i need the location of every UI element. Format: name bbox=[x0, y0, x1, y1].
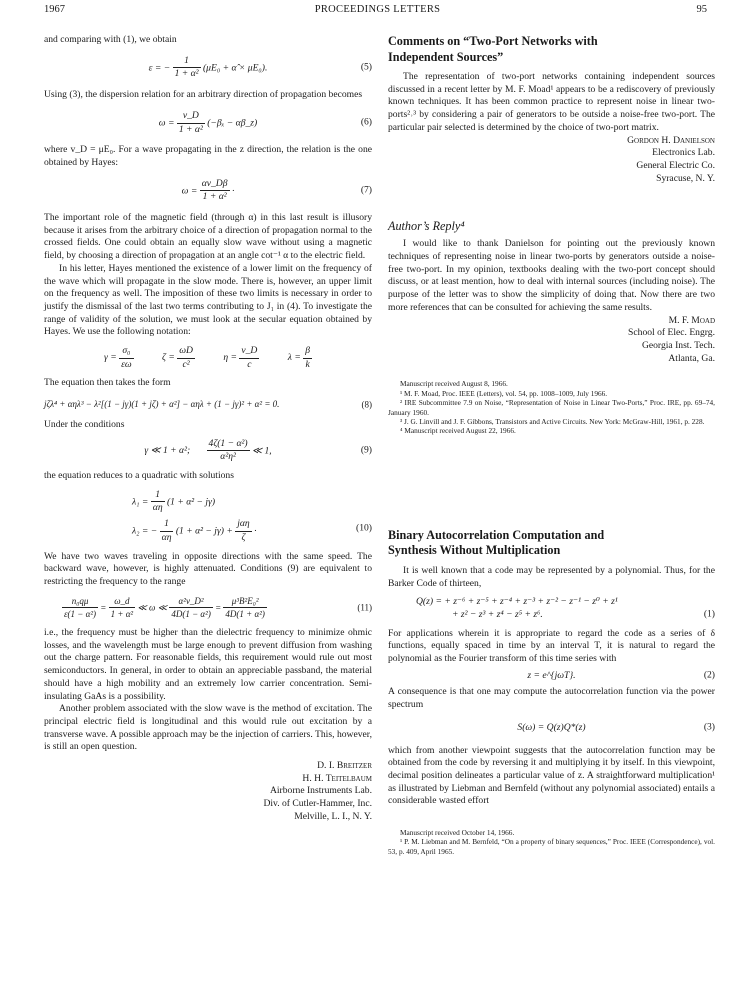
paragraph: The equation then takes the form bbox=[44, 377, 171, 389]
paragraph: In his letter, Hayes mentioned the existence of a lower limit on the frequency of the wave which will propagate in the slow mode. There is, however, an upper limit on the frequency as well. The imposition of these two limits is necessary in order to justify the dismissal of the last two terms contributing to J₁ in (4). To investigate the range of validity of the solution, we must look at the secular equation obtained by Hayes. We use the following notation: bbox=[44, 262, 372, 338]
equation-label: (6) bbox=[360, 116, 372, 128]
footnotes bbox=[388, 379, 715, 435]
paragraph: The representation of two-port networks containing independent sources discussed in a recent letter by M. F. Moad¹ appears to be a rediscovery of previously known techniques. It has been common practice to represent noise in linear two-ports²˒³ by considering a pair of generators to be outside a noise-free two-port. The particular pair selected is determined by the choice of two-port matrix. bbox=[388, 71, 715, 133]
footnote: Manuscript received August 8, 1966. bbox=[400, 379, 508, 389]
equation-label: (2) bbox=[703, 669, 715, 681]
paragraph: which from another viewpoint suggests that the autocorrelation function may be obtained from the code by reversing it and multiplying it by itself. In this viewpoint, decimal position delineates a particular value of z. A straightforward multiplication¹ as illustrated by Liebman and Bernfeld (without any polynomial associated) entails a considerable wasted effort bbox=[388, 744, 715, 807]
footnote: ² IRE Subcommittee 7.9 on Noise, “Representation of Noise in Linear Two-Ports,” Proc. IRE, pp. 69–74, January 1960. bbox=[388, 398, 715, 417]
affiliation: Airborne Instruments Lab. bbox=[269, 785, 372, 797]
affiliation: Melville, L. I., N. Y. bbox=[294, 810, 372, 822]
header-year: 1967 bbox=[44, 4, 65, 15]
author-name: M. F. Moad bbox=[668, 314, 715, 326]
footnote: ¹ P. M. Liebman and M. Bernfeld, “On a property of binary sequences,” Proc. IEEE (Correspondence), vol. 53, p. 409, April 1965. bbox=[388, 837, 715, 856]
paragraph: and comparing with (1), we obtain bbox=[44, 34, 177, 45]
equation-label: (8) bbox=[361, 399, 372, 410]
paragraph: It is well known that a code may be represented by a polynomial. Thus, for the Barker Code of thirteen, bbox=[388, 564, 715, 589]
equation-label: (3) bbox=[703, 721, 715, 733]
equation-label: (10) bbox=[356, 522, 372, 534]
equation-1: Q(z) = + z⁻⁶ + z⁻⁵ + z⁻⁴ + z⁻³ + z⁻² − z⁻¹ − z⁰ + z¹ + z² − z³ + z⁴ − z⁵ + z⁶. (1) bbox=[416, 596, 715, 620]
reply-title: Author’s Reply⁴ bbox=[388, 219, 465, 234]
affiliation: Atlanta, Ga. bbox=[668, 352, 715, 364]
equation-label: (1) bbox=[703, 608, 715, 620]
equation-label: (5) bbox=[360, 61, 372, 73]
author-signature bbox=[44, 760, 372, 824]
affiliation: School of Elec. Engrg. bbox=[628, 327, 715, 339]
paragraph: Under the conditions bbox=[44, 418, 125, 430]
footnote: ¹ M. F. Moad, Proc. IEEE (Letters), vol. 54, pp. 1008–1009, July 1966. bbox=[400, 388, 608, 398]
letter-title: Binary Autocorrelation Computation and Synthesis Without Multiplication bbox=[388, 527, 605, 558]
right-column bbox=[388, 34, 715, 856]
page-header bbox=[44, 4, 711, 18]
equation-7: ω = $\frac{\alpha v\_D\beta}{\text{1 + α²}}$ · (7) bbox=[181, 177, 372, 203]
equation-label: (9) bbox=[360, 444, 372, 456]
paragraph: Another problem associated with the slow wave is the method of excitation. The principal electric field is longitudinal and this would rule out excitation by a transverse wave. A possible approach may be the injection of carriers. This, however, is still an open question. bbox=[44, 703, 372, 753]
footnote: Manuscript received October 14, 1966. bbox=[400, 828, 515, 838]
equation-5: ε = − $\frac{1}{\text{1 + α²}}$ (μE₀ + α̂ × μE₀). (5) bbox=[148, 54, 372, 80]
equation-10: λ₁ = $\frac{1}{\alpha\eta}$ (1 + α² − jγ) λ₂ = − $\frac{1}{\alpha\eta}$ (1 + α² − jγ) + $\frac{\text{jαη}}{\zeta}$ · (10) bbox=[132, 488, 372, 543]
paragraph: I would like to thank Danielson for pointing out the previously known techniques of representing noise in linear two-ports by generators outside a noise-free two-port. In my opinion, textbooks dealing with the two-port concept should discuss, or at least mention, how to deal with internal sources (including noise). The purpose of the letter was to show the simplicity of doing that. Now there are two more references that can be consulted for achieving the same results. bbox=[388, 238, 715, 313]
author-signature bbox=[388, 135, 715, 186]
affiliation: Georgia Inst. Tech. bbox=[641, 339, 715, 351]
equation-9: γ ≪ 1 + α²; $\frac{\text{4ζ(1 − α²)}}{\text{α²η²}}$ ≪ 1, (9) bbox=[144, 437, 372, 463]
affiliation: Electronics Lab. bbox=[652, 147, 715, 159]
paragraph: i.e., the frequency must be higher than the dielectric frequency to minimize ohmic losses, and the wavelength must be large enough to prevent diffusion from washing out the charge pattern. For reasonable fields, this requirement would rule out most semiconductors. In general, in order to obtain an appreciable passband, the material should have a high mobility and an extremely low carrier concentration. Semi-insulating GaAs is a possibility. bbox=[44, 627, 372, 702]
header-page-number: 95 bbox=[696, 4, 707, 15]
left-column bbox=[44, 34, 372, 824]
letter-title: Comments on “Two-Port Networks with Independent Sources” bbox=[388, 34, 598, 64]
author-name: D. I. Breitzer bbox=[317, 760, 372, 772]
equation-2: z = e^{jωT}. (2) bbox=[527, 669, 715, 681]
affiliation: Div. of Cutler-Hammer, Inc. bbox=[263, 798, 372, 810]
footnote: ⁴ Manuscript received August 22, 1966. bbox=[400, 426, 516, 436]
paragraph: We have two waves traveling in opposite directions with the same speed. The backward wave, however, is highly attenuated. Conditions (9) are equivalent to restricting the frequency to the range bbox=[44, 550, 372, 587]
equation-label: (7) bbox=[360, 184, 372, 196]
equation-6: ω = $\frac{v\_D}{\text{1 + α²}}$ (−βₓ − αβ_z) (6) bbox=[158, 109, 372, 135]
paragraph: A consequence is that one may compute the autocorrelation function via the power spectrum bbox=[388, 686, 715, 711]
paragraph: the equation reduces to a quadratic with solutions bbox=[44, 469, 234, 481]
paragraph: For applications wherein it is appropriate to regard the code as a series of δ functions, equally spaced in time by an interval T, it is natural to regard the polynomial as the Fourier transform of this time series with bbox=[388, 627, 715, 665]
equation-11: $\frac{\text{n₀qμ}}{\text{ε(1 − α²)}}$ = $\frac{\omega\_d}{\text{1 + α²}}$ ≪ ω ≪ $\frac{\text{α²v\_D²}}{\text{4D(1 − α²)}}$ = $\frac{\text{μ³B²E₀²}}{\text{4D(1 + α²)}}$ (11) bbox=[64, 595, 372, 620]
author-name: Gordon H. Danielson bbox=[627, 134, 715, 146]
affiliation: Syracuse, N. Y. bbox=[656, 172, 715, 184]
paragraph: Using (3), the dispersion relation for an arbitrary direction of propagation becomes bbox=[44, 89, 363, 101]
equation-3: S(ω) = Q(z)Q*(z) (3) bbox=[517, 721, 715, 733]
header-journal: PROCEEDINGS LETTERS bbox=[314, 4, 441, 15]
author-signature bbox=[388, 315, 715, 366]
paragraph: where v_D = μE₀. For a wave propagating in the z direction, the relation is the one obtained by Hayes: bbox=[44, 144, 372, 168]
paragraph: The important role of the magnetic field (through α) in this last result is illusory because it arises from the arbitrary choice of a direction of propagation normal to the crossed fields. One could obtain an equally slow wave without using a magnetic field, by choosing a direction of propagation at an angle cot⁻¹ α to the electric field. bbox=[44, 212, 372, 262]
equation-8: jζλ⁴ + αηλ³ − λ²[(1 − jγ)(1 + jζ) + α²] − αηλ + (1 − jγ)² + α² = 0. (8) bbox=[44, 399, 372, 410]
affiliation: General Electric Co. bbox=[636, 159, 715, 171]
notation-definitions: γ = $\frac{\text{σ₀}}{\varepsilon\omega}$ ζ = $\frac{\omega D}{\text{c²}}$ η = $\frac{v\_D}{c}$ λ = $\frac{\beta}{k}$ bbox=[104, 345, 310, 370]
author-name: H. H. Teitelbaum bbox=[302, 772, 372, 784]
footnotes bbox=[388, 828, 715, 856]
footnote: ³ J. G. Linvill and J. F. Gibbons, Transistors and Active Circuits. New York: McGraw-Hill, 1961, p. 228. bbox=[400, 416, 705, 426]
equation-label: (11) bbox=[357, 602, 372, 613]
